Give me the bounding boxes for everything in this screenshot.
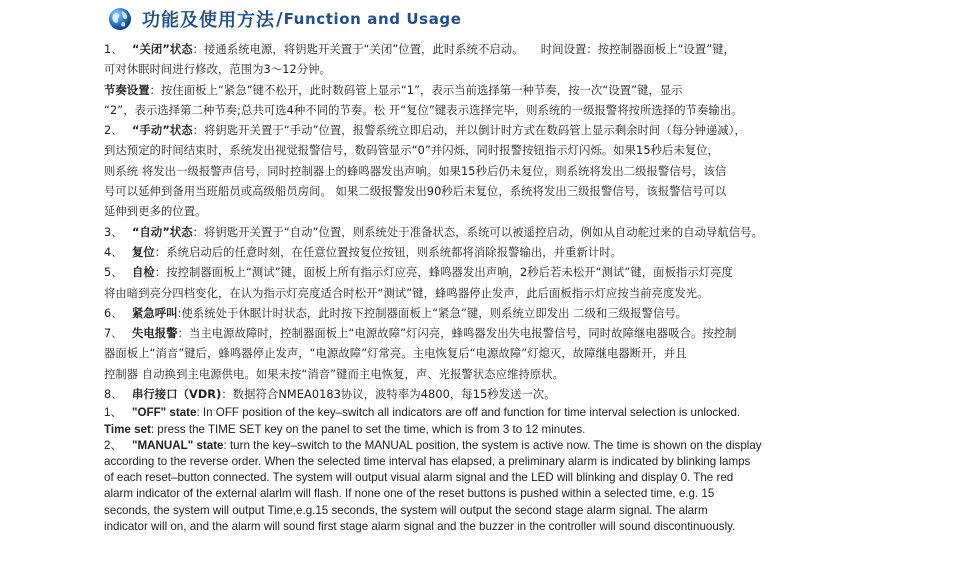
en-time-set xyxy=(104,422,956,438)
en-item-2-cont: seconds, the system will output Time,e.g.15 seconds, the system will output the second stage alarm signal. The alarm xyxy=(104,503,708,517)
item-text: : In OFF position of the key–switch all indicators are off and function for time interval selection is unlocked. xyxy=(196,406,741,420)
item-text: ：将钥匙开关置于“手动”位置，报警系统立即启动，并以倒计时方式在数码管上显示剩余时间（每分钟递减）， xyxy=(192,124,746,138)
item-number: 4、 xyxy=(104,245,123,259)
cn-item-8 xyxy=(104,385,956,405)
en-item-1 xyxy=(104,405,956,421)
cn-item-6 xyxy=(104,304,956,324)
globe-icon xyxy=(108,7,132,31)
en-item-2-cont: of each reset–button connected. The system will output visual alarm signal and the LED will blinking and display 0. The red xyxy=(104,471,734,485)
title-english: Function and Usage xyxy=(283,10,462,28)
item-text: ：按控制器面板上“测试”键，面板上所有指示灯应亮，蜂鸣器发出声响，2秒后若未松开“测试”键，面板指示灯亮度 xyxy=(154,266,733,280)
item-number: 6、 xyxy=(104,306,123,320)
item-number: 3、 xyxy=(104,225,123,239)
item-term: Time set xyxy=(104,422,151,436)
item-term: 自检 xyxy=(132,266,155,280)
cn-item-7 xyxy=(104,324,956,344)
cn-item-2 xyxy=(104,121,956,141)
item-text: ：将钥匙开关置于“自动”位置，则系统处于准备状态，系统可以被遥控启动，例如从自动舵过来的自动导航信号。 xyxy=(192,225,763,239)
item-term: 复位 xyxy=(132,245,155,259)
cn-item-7-cont: 器面板上“消音”键后，蜂鸣器停止发声，“电源故障”灯常亮。主电恢复后“电源故障”灯熄灭，故障继电器断开，并且 xyxy=(104,347,687,361)
en-item-2 xyxy=(104,438,956,454)
item-text: ：接通系统电源，将钥匙开关置于“关闭”位置，此时系统不启动。 时间设置：按控制器面板上“设置”键， xyxy=(192,43,736,56)
cn-item-7-cont: 控制器 自动换到主电源供电。如果未按“消音”键而主电恢复，声、光报警状态应维持原状。 xyxy=(104,367,565,381)
item-term: “自动”状态 xyxy=(132,225,193,239)
cn-item-3 xyxy=(104,223,956,243)
item-term: 失电报警 xyxy=(132,327,178,341)
cn-item-2-cont: 延伸到更多的位置。 xyxy=(104,205,207,219)
item-term: 节奏设置 xyxy=(104,83,150,97)
cn-rhythm-setting-cont: “2”，表示选择第二种节奏;总共可选4种不同的节奏。松 开“复位”键表示选择完毕，则系统的一级报警将按所选择的节奏输出。 xyxy=(104,103,743,117)
item-text: ：数据符合NMEA0183协议，波特率为4800，每15秒发送一次。 xyxy=(221,388,556,402)
item-text: ：当主电源故障时，控制器面板上“电源故障”灯闪亮，蜂鸣器发出失电报警信号，同时故障继电器吸合。按控制 xyxy=(177,327,737,341)
item-term: "MANUAL" state xyxy=(132,438,224,452)
item-number: 2、 xyxy=(104,438,123,452)
usage-document xyxy=(104,40,956,535)
item-term: 紧急呼叫 xyxy=(132,306,178,320)
cn-item-1 xyxy=(104,40,956,60)
cn-item-2-cont: 号可以延伸到备用当班船员或高级船员房间。 如果二级报警发出90秒后未复位，系统将发出三级报警信号，该报警信号可以 xyxy=(104,185,727,199)
title-separator: / xyxy=(276,8,283,30)
item-text: : turn the key–switch to the MANUAL position, the system is active now. The time is shown on the display xyxy=(223,438,762,452)
title-chinese: 功能及使用方法 xyxy=(142,10,275,31)
item-term: “关闭”状态 xyxy=(132,43,193,56)
cn-item-1-cont: 可对休眠时间进行修改，范围为3～12分钟。 xyxy=(104,63,332,77)
item-number: 1、 xyxy=(104,406,123,420)
en-item-2-cont: according to the reverse order. When the selected time interval has elapsed, a preliminary alarm is indicated by blinking lamps xyxy=(104,454,751,468)
cn-item-2-cont: 到达预定的时间结束时，系统发出视觉报警信号，数码管显示“0”并闪烁，同时报警按钮指示灯闪烁。如果15秒后未复位， xyxy=(104,144,720,158)
item-number: 8、 xyxy=(104,388,123,402)
item-term: "OFF" state xyxy=(132,406,197,420)
item-text: ：系统启动后的任意时刻，在任意位置按复位按钮，则系统都将消除报警输出，并重新计时。 xyxy=(154,245,623,259)
en-item-2-cont: alarm indicator of the external alarlm will flash. If none one of the reset buttons is pushed within a selected time, e.g. 15 xyxy=(104,487,715,501)
cn-item-4 xyxy=(104,243,956,263)
cn-item-5-cont: 将由暗到亮分四档变化，在认为指示灯亮度适合时松开“测试”键，蜂鸣器停止发声，此后面板指示灯应按当前亮度发光。 xyxy=(104,286,709,300)
item-number: 5、 xyxy=(104,266,123,280)
item-text: : press the TIME SET key on the panel to set the time, which is from 3 to 12 minutes. xyxy=(150,422,586,436)
cn-item-5 xyxy=(104,263,956,283)
item-text: ：按住面板上“紧急”键不松开，此时数码管上显示“1”，表示当前选择第一种节奏，按一次“设置”键，显示 xyxy=(149,83,683,97)
item-text: :使系统处于休眠计时状态，此时按下控制器面板上“紧急”键，则系统立即发出 二级和三级报警信号。 xyxy=(177,306,688,320)
en-item-2-cont: indicator will on, and the alarm will sound first stage alarm signal and the buzzer in the controller will sound discontinuously. xyxy=(104,519,736,533)
cn-rhythm-setting xyxy=(104,81,956,101)
section-header xyxy=(108,4,462,34)
item-number: 1、 xyxy=(104,43,123,56)
item-term: “手动”状态 xyxy=(132,124,193,138)
cn-item-2-cont: 则系统 将发出一级报警声信号，同时控制器上的蜂鸣器发出声响。如果15秒后仍未复位，则系统将发出二级报警信号，该信 xyxy=(104,164,727,178)
item-number: 2、 xyxy=(104,124,123,138)
item-term: 串行接口（VDR) xyxy=(132,388,222,402)
item-number: 7、 xyxy=(104,327,123,341)
